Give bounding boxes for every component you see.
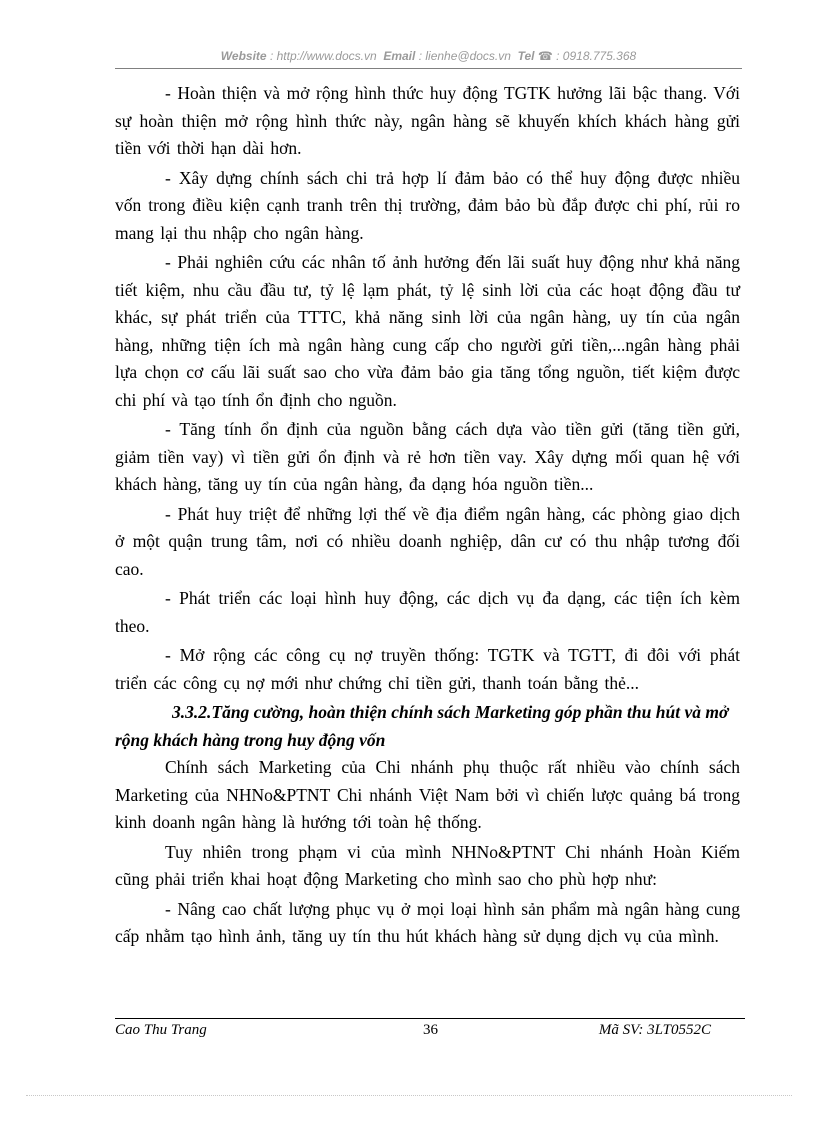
paragraph: - Tăng tính ổn định của nguồn bằng cách dựa vào tiền gửi (tăng tiền gửi, giảm tiền vay) vì tiền gửi ổn định và rẻ hơn tiền vay. Xây dựng mối quan hệ với khách hàng, tăng uy tín của ngân hàng, đa dạng hóa nguồn tiền...: [115, 419, 740, 494]
paragraph: - Phát triển các loại hình huy động, các dịch vụ đa dạng, các tiện ích kèm theo.: [115, 588, 740, 636]
paragraph: Chính sách Marketing của Chi nhánh phụ thuộc rất nhiều vào chính sách Marketing của NHNo&PTNT Chi nhánh Việt Nam bởi vì chiến lược quảng bá trong kinh doanh ngân hàng là hướng tới toàn hệ thống.: [115, 757, 740, 832]
paragraph: - Xây dựng chính sách chi trả hợp lí đảm bảo có thể huy động được nhiều vốn trong điều kiện cạnh tranh trên thị trường, đảm bảo bù đắp được chi phí, rủi ro mang lại thu nhập cho ngân hàng.: [115, 167, 740, 243]
section-heading: 3.3.2.Tăng cường, hoàn thiện chính sách Marketing góp phần thu hút và mở rộng khách hàng trong huy động vốn: [115, 702, 729, 750]
email-label: Email: [383, 49, 416, 63]
page-number: 36: [423, 1022, 438, 1038]
website-value: : http://www.docs.vn: [269, 49, 377, 63]
student-id: Mã SV: 3LT0552C: [598, 1022, 711, 1038]
email-value: : lienhe@docs.vn: [418, 49, 511, 63]
tel-label: Tel: [517, 49, 535, 63]
page-footer: [115, 1018, 745, 1041]
page-header: [115, 48, 742, 69]
document-body: [115, 80, 740, 951]
paragraph: - Phát huy triệt để những lợi thế về địa điểm ngân hàng, các phòng giao dịch ở một quận trung tâm, nơi có nhiều doanh nghiệp, dân cư có thu nhập tương đối cao.: [115, 503, 740, 579]
paragraph: - Hoàn thiện và mở rộng hình thức huy động TGTK hưởng lãi bậc thang. Với sự hoàn thiện mở rộng hình thức này, ngân hàng sẽ khuyến khích khách hàng gửi tiền với thời hạn dài hơn.: [115, 83, 740, 158]
paragraph: - Mở rộng các công cụ nợ truyền thống: TGTK và TGTT, đi đôi với phát triển các công cụ nợ mới như chứng chỉ tiền gửi, thanh toán bằng thẻ...: [115, 645, 740, 693]
paragraph: - Nâng cao chất lượng phục vụ ở mọi loại hình sản phẩm mà ngân hàng cung cấp nhằm tạo hình ảnh, tăng uy tín thu hút khách hàng sử dụng dịch vụ của mình.: [115, 898, 740, 946]
website-label: Website: [220, 49, 267, 63]
paragraph: - Phải nghiên cứu các nhân tố ảnh hưởng đến lãi suất huy động như khả năng tiết kiệm, nhu cầu đầu tư, tỷ lệ lạm phát, tỷ lệ sinh lời của các hoạt động đầu tư khác, sự phát triển của TTTC, khả năng sinh lời của ngân hàng, uy tín của ngân hàng, những tiện ích mà ngân hàng cung cấp cho người gửi tiền,...ngân hàng phải lựa chọn cơ cấu lãi suất sao cho vừa đảm bảo gia tăng tổng nguồn, tiết kiệm được chi phí và tạo tính ổn định cho nguồn.: [115, 252, 740, 410]
paragraph: Tuy nhiên trong phạm vi của mình NHNo&PTNT Chi nhánh Hoàn Kiếm cũng phải triển khai hoạt động Marketing cho mình sao cho phù hợp như:: [115, 841, 740, 889]
author-name: Cao Thu Trang: [115, 1022, 207, 1038]
tel-value: ☎ : 0918.775.368: [537, 49, 637, 63]
page-bottom-divider: [26, 1095, 792, 1096]
